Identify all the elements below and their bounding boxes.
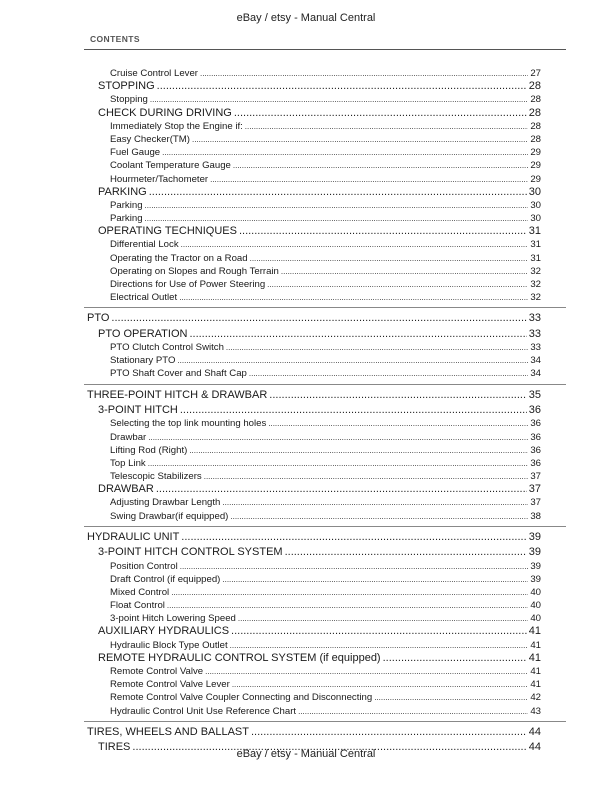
toc-dot-leader — [145, 199, 529, 212]
toc-section-entry — [87, 404, 541, 417]
toc-entry-title: Fuel Gauge — [110, 147, 161, 159]
toc-section-entry — [87, 186, 541, 199]
toc-dot-leader — [177, 354, 528, 367]
toc-entry-title: Electrical Outlet — [110, 292, 178, 304]
toc-section-entry — [87, 328, 541, 341]
toc-dot-leader — [205, 665, 528, 678]
toc-subsection-entry — [87, 67, 541, 80]
toc-subsection-entry — [87, 120, 541, 133]
toc-dot-leader — [210, 173, 528, 186]
toc-entry-title: Remote Control Valve — [110, 666, 204, 677]
toc-dot-leader — [250, 252, 529, 265]
toc-entry-title: Stopping — [110, 94, 148, 106]
toc-section-entry — [87, 546, 541, 559]
toc-entry-page: 37 — [530, 471, 541, 483]
toc-dot-leader — [148, 457, 529, 470]
toc-dot-leader — [192, 133, 528, 146]
toc-subsection-entry — [87, 354, 541, 367]
toc-subsection-entry — [87, 678, 541, 691]
toc-subsection-entry — [87, 431, 541, 444]
toc-entry-page: 30 — [528, 185, 541, 198]
toc-dot-leader — [234, 107, 527, 120]
toc-subsection-entry — [87, 573, 541, 586]
toc-section-entry — [87, 483, 541, 496]
toc-entry-page: 28 — [530, 120, 541, 132]
toc-dot-leader — [149, 186, 527, 199]
toc-dot-leader — [230, 639, 529, 652]
toc-entry-title: TIRES — [98, 741, 131, 754]
toc-dot-leader — [171, 586, 528, 599]
toc-entry-title: Lifting Rod (Right) — [110, 444, 188, 456]
toc-subsection-entry — [87, 159, 541, 172]
toc-entry-page: 35 — [528, 388, 541, 401]
toc-subsection-entry — [87, 265, 541, 278]
toc-dot-leader — [249, 367, 528, 380]
toc-chapter-entry — [87, 310, 541, 328]
toc-section-entry — [87, 652, 541, 665]
toc-entry-title: REMOTE HYDRAULIC CONTROL SYSTEM (if equipped) — [98, 651, 381, 664]
chapter-separator — [84, 307, 566, 308]
toc-entry-title: THREE-POINT HITCH & DRAWBAR — [87, 388, 268, 401]
toc-entry-page: 39 — [528, 530, 541, 543]
toc-entry-page: 31 — [530, 252, 541, 264]
table-of-contents — [87, 67, 541, 754]
toc-entry-page: 38 — [530, 510, 541, 522]
toc-dot-leader — [111, 310, 526, 328]
toc-entry-title: STOPPING — [98, 80, 155, 93]
toc-dot-leader — [267, 278, 528, 291]
toc-dot-leader — [180, 404, 527, 417]
toc-entry-title: DRAWBAR — [98, 483, 154, 496]
toc-subsection-entry — [87, 586, 541, 599]
toc-dot-leader — [281, 265, 528, 278]
toc-entry-page: 27 — [530, 68, 541, 79]
toc-entry-page: 39 — [528, 546, 541, 559]
toc-entry-title: Drawbar — [110, 431, 147, 443]
toc-entry-title: PTO OPERATION — [98, 327, 188, 340]
chapter-separator — [84, 384, 566, 385]
toc-entry-page: 44 — [528, 741, 541, 754]
toc-entry-page: 29 — [530, 147, 541, 159]
toc-entry-page: 36 — [530, 431, 541, 443]
toc-entry-title: Parking — [110, 199, 143, 211]
header-rule — [84, 49, 566, 50]
toc-subsection-entry — [87, 291, 541, 304]
chapter-separator — [84, 526, 566, 527]
toc-subsection-entry — [87, 705, 541, 718]
toc-entry-title: Directions for Use of Power Steering — [110, 279, 266, 290]
toc-entry-title: PTO Clutch Control Switch — [110, 342, 224, 354]
toc-subsection-entry — [87, 612, 541, 625]
toc-section-entry — [87, 225, 541, 238]
toc-entry-page: 41 — [530, 639, 541, 651]
toc-dot-leader — [145, 212, 529, 225]
toc-subsection-entry — [87, 252, 541, 265]
toc-chapter-entry — [87, 724, 541, 742]
toc-subsection-entry — [87, 470, 541, 483]
toc-dot-leader — [222, 496, 528, 509]
toc-entry-title: PARKING — [98, 185, 147, 198]
toc-entry-page: 28 — [530, 94, 541, 106]
toc-entry-page: 32 — [530, 292, 541, 304]
toc-dot-leader — [167, 599, 528, 612]
toc-entry-title: 3-point Hitch Lowering Speed — [110, 613, 236, 625]
toc-entry-page: 37 — [530, 497, 541, 509]
toc-entry-page: 34 — [530, 355, 541, 367]
toc-subsection-entry — [87, 599, 541, 612]
toc-entry-page: 33 — [530, 342, 541, 354]
toc-section-entry — [87, 80, 541, 93]
toc-dot-leader — [181, 529, 526, 547]
toc-subsection-entry — [87, 417, 541, 430]
toc-subsection-entry — [87, 510, 541, 523]
toc-entry-page: 28 — [528, 106, 541, 119]
toc-entry-title: AUXILIARY HYDRAULICS — [98, 625, 230, 638]
toc-entry-page: 41 — [530, 679, 541, 691]
toc-subsection-entry — [87, 173, 541, 186]
toc-dot-leader — [200, 67, 528, 80]
toc-dot-leader — [189, 328, 526, 341]
toc-entry-page: 32 — [530, 279, 541, 290]
toc-entry-title: Remote Control Valve Lever — [110, 679, 230, 691]
toc-entry-page: 41 — [528, 651, 541, 664]
toc-entry-title: TIRES, WHEELS AND BALLAST — [87, 725, 249, 738]
toc-subsection-entry — [87, 212, 541, 225]
toc-section-entry — [87, 107, 541, 120]
toc-entry-title: Hydraulic Block Type Outlet — [110, 639, 228, 651]
toc-dot-leader — [230, 510, 528, 523]
toc-entry-title: Position Control — [110, 560, 178, 572]
toc-subsection-entry — [87, 93, 541, 106]
toc-subsection-entry — [87, 639, 541, 652]
toc-dot-leader — [269, 387, 526, 405]
toc-chapter-entry — [87, 529, 541, 547]
toc-dot-leader — [268, 417, 528, 430]
toc-entry-page: 29 — [530, 173, 541, 185]
toc-entry-title: Immediately Stop the Engine if: — [110, 120, 243, 132]
toc-dot-leader — [204, 470, 529, 483]
toc-entry-title: 3-POINT HITCH CONTROL SYSTEM — [98, 546, 283, 559]
toc-entry-page: 28 — [530, 133, 541, 145]
toc-entry-title: Operating the Tractor on a Road — [110, 252, 248, 264]
toc-subsection-entry — [87, 367, 541, 380]
toc-entry-page: 42 — [530, 692, 541, 704]
toc-subsection-entry — [87, 341, 541, 354]
toc-entry-title: HYDRAULIC UNIT — [87, 530, 180, 543]
toc-entry-title: Parking — [110, 213, 143, 225]
toc-dot-leader — [374, 691, 528, 704]
toc-entry-page: 30 — [530, 199, 541, 211]
toc-subsection-entry — [87, 560, 541, 573]
toc-entry-page: 40 — [530, 613, 541, 625]
page-header: eBay / etsy - Manual Central — [236, 12, 376, 24]
toc-subsection-entry — [87, 146, 541, 159]
toc-entry-page: 33 — [528, 312, 541, 325]
toc-entry-page: 31 — [530, 239, 541, 251]
toc-dot-leader — [245, 120, 529, 133]
toc-entry-page: 44 — [528, 725, 541, 738]
toc-entry-page: 36 — [530, 418, 541, 430]
toc-dot-leader — [285, 546, 527, 559]
toc-subsection-entry — [87, 457, 541, 470]
toc-entry-title: PTO Shaft Cover and Shaft Cap — [110, 368, 247, 380]
toc-entry-title: Top Link — [110, 457, 146, 469]
toc-entry-title: Remote Control Valve Coupler Connecting and Disconnecting — [110, 692, 373, 704]
toc-entry-page: 34 — [530, 368, 541, 380]
toc-entry-page: 41 — [530, 666, 541, 677]
toc-entry-page: 40 — [530, 586, 541, 598]
toc-entry-title: Swing Drawbar(if equipped) — [110, 510, 229, 522]
toc-dot-leader — [180, 560, 529, 573]
toc-entry-page: 40 — [530, 600, 541, 612]
toc-entry-title: Hourmeter/Tachometer — [110, 173, 209, 185]
toc-subsection-entry — [87, 665, 541, 678]
toc-dot-leader — [189, 444, 528, 457]
toc-entry-title: Operating on Slopes and Rough Terrain — [110, 265, 279, 277]
toc-dot-leader — [233, 159, 528, 172]
toc-entry-title: Cruise Control Lever — [110, 68, 198, 79]
chapter-separator — [84, 721, 566, 722]
toc-entry-page: 41 — [528, 625, 541, 638]
toc-subsection-entry — [87, 238, 541, 251]
toc-entry-title: Telescopic Stabilizers — [110, 471, 202, 483]
toc-dot-leader — [239, 225, 527, 238]
toc-entry-title: Easy Checker(TM) — [110, 133, 190, 145]
toc-subsection-entry — [87, 444, 541, 457]
toc-dot-leader — [150, 93, 528, 106]
toc-dot-leader — [162, 146, 528, 159]
toc-dot-leader — [179, 291, 528, 304]
toc-subsection-entry — [87, 278, 541, 291]
toc-entry-page: 36 — [528, 404, 541, 417]
toc-entry-title: Draft Control (if equipped) — [110, 573, 221, 585]
toc-subsection-entry — [87, 199, 541, 212]
toc-entry-page: 33 — [528, 327, 541, 340]
toc-entry-title: Mixed Control — [110, 586, 170, 598]
toc-entry-page: 37 — [528, 483, 541, 496]
toc-entry-page: 39 — [530, 560, 541, 572]
toc-entry-page: 31 — [528, 225, 541, 238]
toc-entry-page: 32 — [530, 265, 541, 277]
toc-dot-leader — [238, 612, 528, 625]
toc-dot-leader — [157, 80, 527, 93]
toc-subsection-entry — [87, 133, 541, 146]
toc-entry-page: 28 — [528, 80, 541, 93]
toc-entry-title: Stationary PTO — [110, 355, 176, 367]
contents-label: CONTENTS — [90, 34, 140, 44]
toc-dot-leader — [181, 238, 529, 251]
toc-dot-leader — [156, 483, 527, 496]
page-footer: eBay / etsy - Manual Central — [236, 748, 376, 760]
toc-entry-title: Coolant Temperature Gauge — [110, 160, 231, 172]
toc-entry-page: 36 — [530, 457, 541, 469]
toc-dot-leader — [251, 724, 527, 742]
toc-section-entry — [87, 625, 541, 638]
toc-entry-title: Adjusting Drawbar Length — [110, 497, 221, 509]
toc-subsection-entry — [87, 496, 541, 509]
toc-entry-title: Selecting the top link mounting holes — [110, 418, 267, 430]
toc-entry-page: 29 — [530, 160, 541, 172]
toc-entry-page: 39 — [530, 573, 541, 585]
toc-entry-title: OPERATING TECHNIQUES — [98, 225, 237, 238]
toc-entry-page: 43 — [530, 705, 541, 717]
toc-entry-title: Differential Lock — [110, 239, 179, 251]
toc-entry-title: 3-POINT HITCH — [98, 404, 178, 417]
toc-dot-leader — [232, 678, 529, 691]
toc-dot-leader — [226, 341, 528, 354]
toc-dot-leader — [222, 573, 528, 586]
toc-dot-leader — [148, 431, 528, 444]
toc-entry-title: PTO — [87, 312, 110, 325]
toc-entry-page: 36 — [530, 444, 541, 456]
toc-entry-page: 30 — [530, 213, 541, 225]
toc-chapter-entry — [87, 387, 541, 405]
toc-entry-title: Hydraulic Control Unit Use Reference Chart — [110, 705, 297, 717]
toc-entry-title: Float Control — [110, 600, 165, 612]
toc-entry-title: CHECK DURING DRIVING — [98, 106, 232, 119]
toc-dot-leader — [383, 652, 527, 665]
toc-subsection-entry — [87, 691, 541, 704]
toc-dot-leader — [298, 705, 528, 718]
toc-dot-leader — [231, 625, 527, 638]
